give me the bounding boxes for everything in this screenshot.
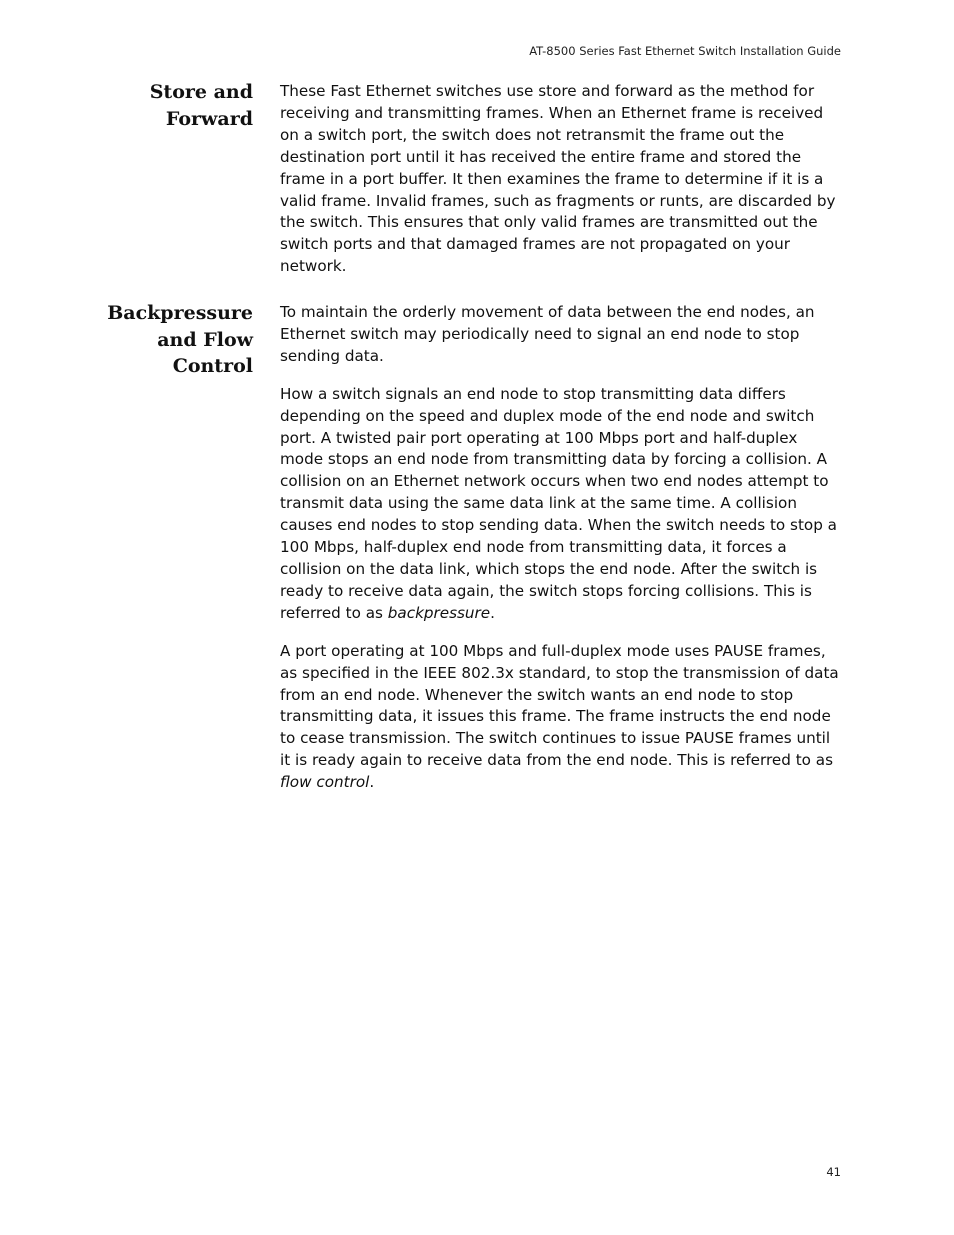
heading-line: and Flow [157,328,253,351]
text-line: receiving and transmitting frames. When an Ethernet frame is received [280,103,824,122]
text-line [280,772,840,794]
paragraph [280,81,840,278]
text-line: as specified in the IEEE 802.3x standard, to stop the transmission of data [280,663,839,682]
paragraph [280,641,840,794]
text-line: collision on an Ethernet network occurs when two end nodes attempt to [280,472,829,491]
text-line: mode stops an end node from transmitting data by forcing a collision. A [280,450,828,469]
text-run: referred to as [280,603,388,622]
text-line: frame in a port buffer. It then examines the frame to determine if it is a [280,169,824,188]
section-body [280,302,840,810]
text-line: These Fast Ethernet switches use store and forward as the method for [280,82,815,100]
paragraph [280,384,840,625]
text-line: How a switch signals an end node to stop transmitting data differs [280,384,786,403]
text-line: transmit data using the same data link at the same time. A collision [280,494,797,513]
heading-line: Store and [149,81,253,103]
text-line: A port operating at 100 Mbps and full-duplex mode uses PAUSE frames, [280,641,826,660]
text-run: . [369,773,375,792]
section-body [280,81,840,294]
text-line: switch ports and that damaged frames are not propagated on your [280,235,791,254]
text-line: network. [280,257,347,276]
term-backpressure: backpressure [387,603,491,622]
text-line: it is ready again to receive data from the end node. This is referred to as [280,751,834,770]
page-number: 41 [826,1165,841,1179]
running-header: AT-8500 Series Fast Ethernet Switch Installation Guide [529,44,841,58]
text-line: depending on the speed and duplex mode of the end node and switch [280,406,815,425]
text-line: Ethernet switch may periodically need to signal an end node to stop [280,324,800,343]
heading-line: Control [172,355,253,377]
text-line: on a switch port, the switch does not retransmit the frame out the [280,125,785,144]
text-line: from an end node. Whenever the switch wants an end node to stop [280,685,794,704]
text-line: collision on the data link, which stops the end node. After the switch is [280,559,818,578]
text-line: to cease transmission. The switch continues to issue PAUSE frames until [280,729,831,748]
text-line: destination port until it has received the entire frame and stored the [280,147,802,166]
text-line [280,603,840,625]
text-line: To maintain the orderly movement of data between the end nodes, an [280,303,815,321]
heading-line: Backpressure [107,302,253,324]
text-line: sending data. [280,346,384,365]
section-heading [53,79,253,132]
text-line: the switch. This ensures that only valid frames are transmitted out the [280,213,818,232]
text-run: . [490,603,495,622]
term-flow-control: flow control [280,773,370,792]
text-line: causes end nodes to stop sending data. When the switch needs to stop a [280,516,837,535]
text-line: valid frame. Invalid frames, such as fragments or runts, are discarded by [280,191,836,210]
text-line: 100 Mbps, half-duplex end node from transmitting data, it forces a [280,538,787,557]
heading-line: Forward [165,107,253,130]
text-line: ready to receive data again, the switch stops forcing collisions. This is [280,581,812,600]
text-line: port. A twisted pair port operating at 100 Mbps port and half-duplex [280,428,798,447]
paragraph [280,302,840,368]
text-line: transmitting data, it issues this frame. The frame instructs the end node [280,707,831,726]
section-heading [53,300,253,380]
